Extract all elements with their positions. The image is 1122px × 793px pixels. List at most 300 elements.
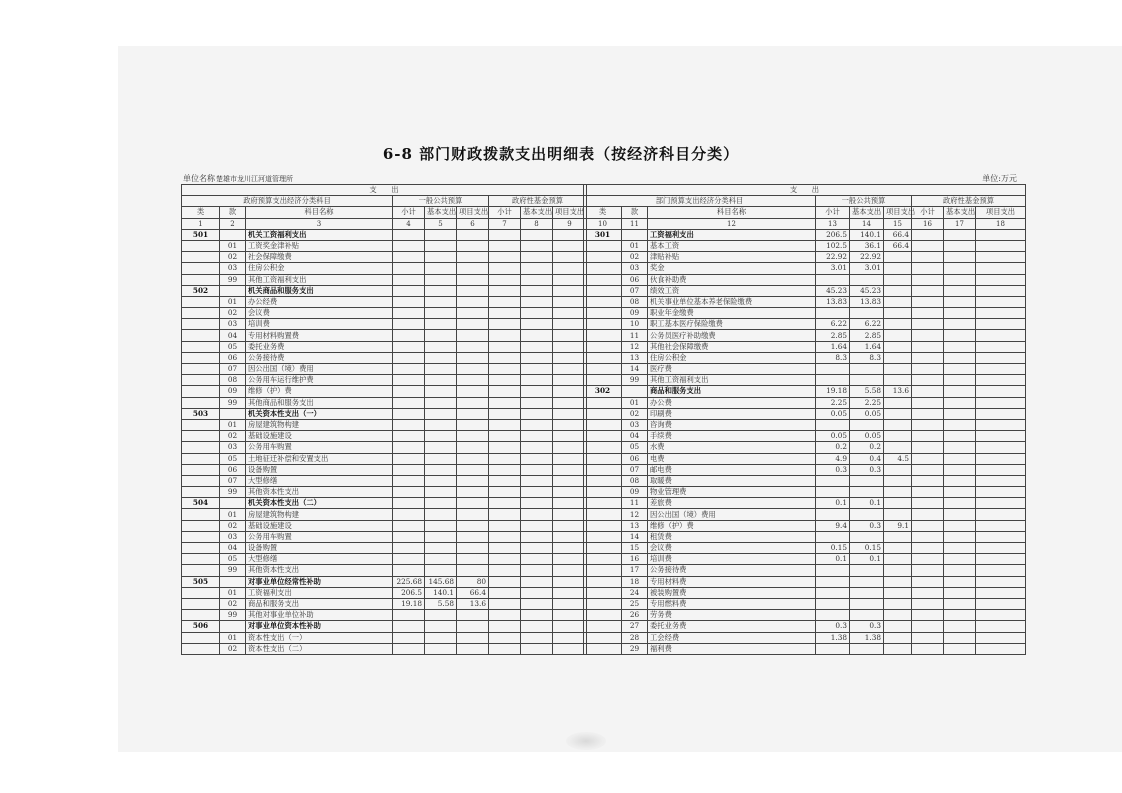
fund-value xyxy=(489,252,521,263)
subtotal-value: 0.1 xyxy=(816,498,850,509)
class-code xyxy=(182,464,220,475)
class-code xyxy=(182,554,220,565)
subject-name: 因公出国（境）费用 xyxy=(648,509,816,520)
basic-value xyxy=(425,442,457,453)
table-row xyxy=(584,442,1026,453)
project-value xyxy=(884,364,912,375)
dept-subject-header: 部门预算支出经济分类科目 xyxy=(584,196,816,207)
project-value xyxy=(457,643,489,654)
fund-value xyxy=(521,598,553,609)
fund-value xyxy=(489,341,521,352)
project-value xyxy=(884,475,912,486)
fund-value xyxy=(912,330,944,341)
table-row xyxy=(182,576,587,587)
table-row xyxy=(584,419,1026,430)
subject-name: 租赁费 xyxy=(648,531,816,542)
project-value xyxy=(457,475,489,486)
subject-name: 房屋建筑物构建 xyxy=(246,509,393,520)
fund-value xyxy=(976,610,1026,621)
table-row xyxy=(584,375,1026,386)
fund-value xyxy=(553,531,587,542)
subtotal-value: 0.3 xyxy=(816,621,850,632)
subject-name: 维修（护）费 xyxy=(246,386,393,397)
col-name: 科目名称 xyxy=(246,207,393,218)
basic-value xyxy=(850,509,884,520)
fund-value xyxy=(912,296,944,307)
fund-value xyxy=(912,632,944,643)
index-cell: 5 xyxy=(425,218,457,229)
fund-value xyxy=(489,643,521,654)
item-code: 29 xyxy=(622,643,648,654)
fund-value xyxy=(521,386,553,397)
item-code: 99 xyxy=(622,375,648,386)
subtotal-value xyxy=(816,531,850,542)
project-value xyxy=(884,341,912,352)
project-value xyxy=(457,621,489,632)
fund-budget-header: 政府性基金预算 xyxy=(489,196,587,207)
subtotal-value xyxy=(393,252,425,263)
class-code xyxy=(182,643,220,654)
basic-value xyxy=(425,520,457,531)
item-code: 11 xyxy=(622,498,648,509)
basic-value xyxy=(425,252,457,263)
project-value xyxy=(884,554,912,565)
subtotal-value: 19.18 xyxy=(816,386,850,397)
fund-value xyxy=(912,408,944,419)
subtotal-value: 1.38 xyxy=(816,632,850,643)
table-row xyxy=(584,587,1026,598)
table-row xyxy=(182,509,587,520)
fund-value xyxy=(944,442,976,453)
item-code: 13 xyxy=(622,352,648,363)
class-code xyxy=(182,364,220,375)
item-code: 15 xyxy=(622,543,648,554)
fund-value xyxy=(489,632,521,643)
index-cell: 16 xyxy=(912,218,944,229)
subject-name: 其他社会保障缴费 xyxy=(648,341,816,352)
project-value xyxy=(884,464,912,475)
class-code xyxy=(584,487,622,498)
fund-value xyxy=(489,621,521,632)
table-row xyxy=(182,252,587,263)
fund-value xyxy=(912,285,944,296)
fund-value xyxy=(912,341,944,352)
subtotal-value: 3.01 xyxy=(816,263,850,274)
basic-value xyxy=(850,487,884,498)
class-code xyxy=(182,509,220,520)
project-value xyxy=(884,431,912,442)
fund-value xyxy=(976,554,1026,565)
subtotal-value xyxy=(393,386,425,397)
project-value: 66.4 xyxy=(884,229,912,240)
subtotal-value xyxy=(393,308,425,319)
subject-name: 咨询费 xyxy=(648,419,816,430)
item-code: 01 xyxy=(220,296,246,307)
fund-value xyxy=(912,498,944,509)
item-code: 14 xyxy=(622,364,648,375)
subtotal-value xyxy=(393,408,425,419)
table-row xyxy=(182,565,587,576)
subject-name: 大型修缮 xyxy=(246,554,393,565)
fund-value xyxy=(553,352,587,363)
fund-value xyxy=(521,319,553,330)
basic-value xyxy=(850,274,884,285)
item-code: 12 xyxy=(622,509,648,520)
subject-name: 专用材料费 xyxy=(648,576,816,587)
basic-value xyxy=(425,554,457,565)
class-code xyxy=(182,431,220,442)
item-code: 09 xyxy=(622,487,648,498)
project-value xyxy=(884,330,912,341)
fund-value xyxy=(553,576,587,587)
basic-value xyxy=(850,531,884,542)
item-code: 03 xyxy=(220,263,246,274)
fund-value xyxy=(912,442,944,453)
project-value xyxy=(884,296,912,307)
project-value xyxy=(884,319,912,330)
basic-value: 5.58 xyxy=(425,598,457,609)
fund-value xyxy=(521,475,553,486)
item-code: 01 xyxy=(622,397,648,408)
table-row xyxy=(182,587,587,598)
fund-value xyxy=(489,240,521,251)
subject-name: 医疗费 xyxy=(648,364,816,375)
project-value xyxy=(457,453,489,464)
index-cell: 7 xyxy=(489,218,521,229)
subject-name: 设备购置 xyxy=(246,543,393,554)
subject-name: 邮电费 xyxy=(648,464,816,475)
project-value xyxy=(457,554,489,565)
fund-value xyxy=(944,621,976,632)
project-value xyxy=(457,419,489,430)
item-code: 06 xyxy=(622,453,648,464)
basic-value xyxy=(425,229,457,240)
subtotal-value: 0.05 xyxy=(816,431,850,442)
subtotal-value: 4.9 xyxy=(816,453,850,464)
subject-name: 对事业单位经常性补助 xyxy=(246,576,393,587)
fund-value xyxy=(521,487,553,498)
table-row xyxy=(182,229,587,240)
fund-value xyxy=(553,431,587,442)
basic-value: 6.22 xyxy=(850,319,884,330)
fund-value xyxy=(976,531,1026,542)
fund-value xyxy=(976,509,1026,520)
fund-value xyxy=(521,364,553,375)
col-basic: 基本支出 xyxy=(425,207,457,218)
fund-value xyxy=(944,375,976,386)
basic-value: 0.3 xyxy=(850,621,884,632)
item-code: 99 xyxy=(220,565,246,576)
subject-name: 伙食补助费 xyxy=(648,274,816,285)
table-row xyxy=(182,263,587,274)
subject-name: 绩效工资 xyxy=(648,285,816,296)
subject-name: 工资福利支出 xyxy=(648,229,816,240)
project-value xyxy=(457,431,489,442)
fund-value xyxy=(976,442,1026,453)
item-code: 03 xyxy=(220,442,246,453)
fund-value xyxy=(553,554,587,565)
subject-name: 物业管理费 xyxy=(648,487,816,498)
item-code: 03 xyxy=(220,531,246,542)
project-value xyxy=(457,408,489,419)
fund-value xyxy=(976,621,1026,632)
fund-value xyxy=(553,587,587,598)
basic-value: 45.23 xyxy=(850,285,884,296)
item-code: 28 xyxy=(622,632,648,643)
fund-value xyxy=(553,386,587,397)
fund-value xyxy=(521,498,553,509)
class-code xyxy=(182,531,220,542)
basic-value: 0.3 xyxy=(850,464,884,475)
subject-name: 维修（护）费 xyxy=(648,520,816,531)
basic-value xyxy=(425,431,457,442)
fund-value xyxy=(521,431,553,442)
table-row xyxy=(182,453,587,464)
project-value xyxy=(457,252,489,263)
item-code: 03 xyxy=(622,419,648,430)
fund-value xyxy=(912,587,944,598)
class-code xyxy=(584,531,622,542)
project-value xyxy=(457,274,489,285)
fund-value xyxy=(489,543,521,554)
subtotal-value xyxy=(393,531,425,542)
basic-value: 5.58 xyxy=(850,386,884,397)
subtotal-value: 19.18 xyxy=(393,598,425,609)
class-code xyxy=(584,576,622,587)
fund-value xyxy=(553,397,587,408)
fund-value xyxy=(912,543,944,554)
item-code: 02 xyxy=(220,598,246,609)
index-cell: 3 xyxy=(246,218,393,229)
subject-name: 基本工资 xyxy=(648,240,816,251)
table-row xyxy=(584,263,1026,274)
fund-value xyxy=(553,565,587,576)
fund-value xyxy=(912,464,944,475)
basic-value xyxy=(425,453,457,464)
subtotal-value: 2.85 xyxy=(816,330,850,341)
table-row xyxy=(182,308,587,319)
table-row xyxy=(584,565,1026,576)
project-value xyxy=(884,610,912,621)
fund-value xyxy=(521,352,553,363)
item-code: 16 xyxy=(622,554,648,565)
fund-value xyxy=(521,509,553,520)
fund-value xyxy=(489,431,521,442)
subtotal-value xyxy=(393,543,425,554)
fund-value xyxy=(976,397,1026,408)
fund-value xyxy=(976,598,1026,609)
item-code: 08 xyxy=(622,475,648,486)
fund-value xyxy=(521,341,553,352)
fund-value xyxy=(521,565,553,576)
index-cell: 13 xyxy=(816,218,850,229)
basic-value xyxy=(850,598,884,609)
fund-value xyxy=(944,419,976,430)
subtotal-value xyxy=(393,341,425,352)
subject-name: 水费 xyxy=(648,442,816,453)
project-value xyxy=(457,263,489,274)
fund-value xyxy=(976,587,1026,598)
fund-value xyxy=(553,520,587,531)
item-code: 02 xyxy=(220,252,246,263)
basic-value xyxy=(850,308,884,319)
table-row xyxy=(182,543,587,554)
class-code xyxy=(584,252,622,263)
fund-value xyxy=(944,386,976,397)
class-code xyxy=(584,509,622,520)
fund-value xyxy=(944,296,976,307)
fund-value xyxy=(976,364,1026,375)
fund-value xyxy=(489,464,521,475)
table-row xyxy=(584,296,1026,307)
table-row xyxy=(584,543,1026,554)
index-cell: 9 xyxy=(553,218,587,229)
project-value xyxy=(884,252,912,263)
fund-value xyxy=(912,431,944,442)
fund-value xyxy=(553,475,587,486)
basic-value: 0.1 xyxy=(850,498,884,509)
fund-value xyxy=(489,598,521,609)
fund-value xyxy=(944,464,976,475)
subject-name: 设备购置 xyxy=(246,464,393,475)
class-code xyxy=(182,543,220,554)
subtotal-value xyxy=(393,375,425,386)
fund-value xyxy=(912,240,944,251)
fund-value xyxy=(489,285,521,296)
subject-name: 其他资本性支出 xyxy=(246,565,393,576)
project-value xyxy=(457,498,489,509)
table-row xyxy=(584,487,1026,498)
basic-value xyxy=(425,319,457,330)
table-row xyxy=(182,375,587,386)
subtotal-value: 13.83 xyxy=(816,296,850,307)
item-code: 99 xyxy=(220,274,246,285)
subject-name: 商品和服务支出 xyxy=(648,386,816,397)
fund-value xyxy=(489,364,521,375)
item-code: 12 xyxy=(622,341,648,352)
fund-value xyxy=(553,341,587,352)
class-code xyxy=(584,330,622,341)
basic-value: 2.25 xyxy=(850,397,884,408)
basic-value: 145.68 xyxy=(425,576,457,587)
project-value xyxy=(884,565,912,576)
fund-value xyxy=(553,621,587,632)
project-value xyxy=(884,531,912,542)
subtotal-value: 0.3 xyxy=(816,464,850,475)
unit-info xyxy=(183,173,293,184)
fund-value xyxy=(553,610,587,621)
fund-value xyxy=(912,520,944,531)
fund-value xyxy=(553,240,587,251)
table-row xyxy=(584,431,1026,442)
basic-value xyxy=(425,375,457,386)
index-cell: 12 xyxy=(648,218,816,229)
subject-name: 工资奖金津补贴 xyxy=(246,240,393,251)
subtotal-value xyxy=(393,464,425,475)
subtotal-value xyxy=(393,554,425,565)
fund-value xyxy=(489,509,521,520)
col-project: 项目支出 xyxy=(457,207,489,218)
class-code xyxy=(182,308,220,319)
fund-value xyxy=(553,643,587,654)
subject-name: 会议费 xyxy=(648,543,816,554)
project-value xyxy=(884,419,912,430)
project-value xyxy=(457,531,489,542)
class-code xyxy=(584,408,622,419)
fund-value xyxy=(944,643,976,654)
subtotal-value xyxy=(393,610,425,621)
table-row xyxy=(182,397,587,408)
fund-value xyxy=(553,296,587,307)
basic-value xyxy=(850,364,884,375)
basic-value: 22.92 xyxy=(850,252,884,263)
item-code xyxy=(220,576,246,587)
table-row xyxy=(584,464,1026,475)
subject-name: 办公费 xyxy=(648,397,816,408)
fund-value xyxy=(912,308,944,319)
col-fund-subtotal: 小计 xyxy=(912,207,944,218)
table-row xyxy=(584,576,1026,587)
scan-smudge xyxy=(566,732,606,750)
class-code: 301 xyxy=(584,229,622,240)
project-value: 13.6 xyxy=(884,386,912,397)
fund-value xyxy=(489,229,521,240)
fund-value xyxy=(521,520,553,531)
fund-value xyxy=(521,453,553,464)
item-code xyxy=(220,408,246,419)
subtotal-value xyxy=(393,431,425,442)
table-row xyxy=(182,386,587,397)
item-code: 06 xyxy=(622,274,648,285)
unit-label: 单位名称 xyxy=(183,174,215,183)
table-row xyxy=(182,319,587,330)
class-code xyxy=(584,498,622,509)
class-code xyxy=(182,252,220,263)
index-cell: 17 xyxy=(944,218,976,229)
expense-header: 支 出 xyxy=(584,185,1026,196)
fund-value xyxy=(553,263,587,274)
subject-name: 公务用车购置 xyxy=(246,531,393,542)
class-code xyxy=(584,643,622,654)
basic-value xyxy=(850,565,884,576)
table-row xyxy=(182,520,587,531)
index-cell: 4 xyxy=(393,218,425,229)
fund-value xyxy=(944,352,976,363)
fund-value xyxy=(521,296,553,307)
fund-value xyxy=(521,375,553,386)
col-fund-project: 项目支出 xyxy=(553,207,587,218)
item-code xyxy=(622,229,648,240)
item-code: 05 xyxy=(220,453,246,464)
fund-value xyxy=(489,408,521,419)
fund-value xyxy=(944,252,976,263)
project-value xyxy=(884,285,912,296)
table-row xyxy=(584,319,1026,330)
fund-value xyxy=(553,498,587,509)
subject-name: 资本性支出（二） xyxy=(246,643,393,654)
fund-value xyxy=(521,610,553,621)
subject-name: 土地征迁补偿和安置支出 xyxy=(246,453,393,464)
fund-value xyxy=(912,453,944,464)
subject-name: 被装购置费 xyxy=(648,587,816,598)
fund-value xyxy=(944,475,976,486)
subtotal-value xyxy=(393,498,425,509)
col-subtotal: 小计 xyxy=(816,207,850,218)
col-project: 项目支出 xyxy=(884,207,912,218)
col-class: 类 xyxy=(584,207,622,218)
subject-name: 取暖费 xyxy=(648,475,816,486)
subject-name: 津贴补贴 xyxy=(648,252,816,263)
